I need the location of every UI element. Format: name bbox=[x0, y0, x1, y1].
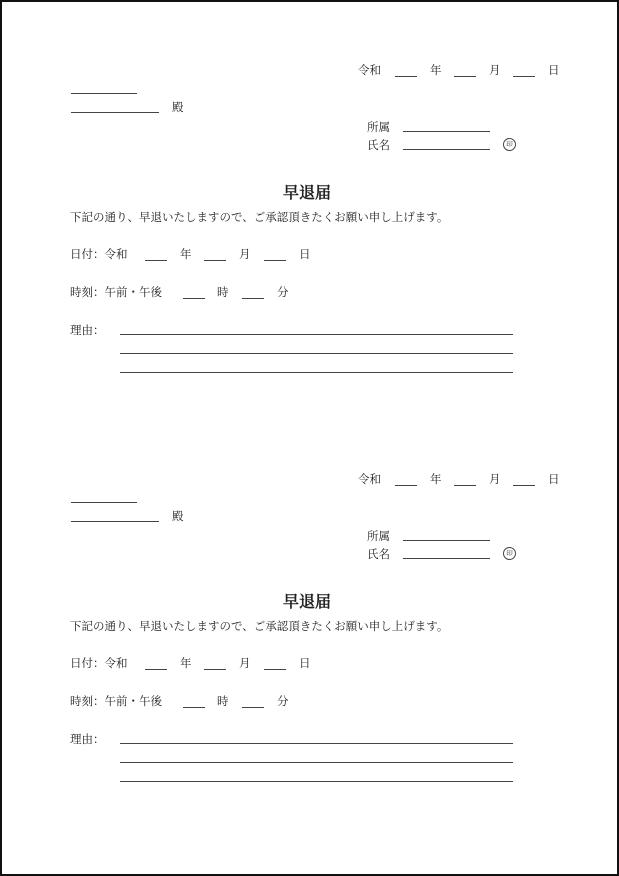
early-leave-form-2 bbox=[2, 411, 617, 820]
time-row-label: 時刻：午前・午後 bbox=[70, 694, 162, 708]
leave-year-label: 年 bbox=[180, 656, 192, 670]
addressee-suffix: 殿 bbox=[172, 509, 184, 523]
minute-blank[interactable] bbox=[242, 707, 264, 708]
seal-icon: 印 bbox=[503, 547, 516, 560]
reason-line[interactable] bbox=[120, 353, 513, 354]
date-era: 令和 bbox=[358, 63, 381, 77]
leave-day-blank[interactable] bbox=[264, 669, 286, 670]
form-title: 早退届 bbox=[283, 183, 332, 202]
affiliation-blank[interactable] bbox=[403, 540, 490, 541]
date-row-label: 日付：令和 bbox=[70, 656, 128, 670]
hour-label: 時 bbox=[217, 694, 229, 708]
early-leave-form-1 bbox=[2, 2, 617, 411]
leave-year-blank[interactable] bbox=[145, 669, 167, 670]
leave-month-blank[interactable] bbox=[204, 669, 226, 670]
reason-label: 理由： bbox=[70, 732, 105, 746]
addressee-blank[interactable] bbox=[71, 112, 159, 113]
minute-blank[interactable] bbox=[242, 298, 264, 299]
reason-line[interactable] bbox=[120, 372, 513, 373]
month-blank[interactable] bbox=[454, 76, 476, 77]
year-blank[interactable] bbox=[395, 485, 417, 486]
reason-line[interactable] bbox=[120, 334, 513, 335]
addressee-suffix: 殿 bbox=[172, 100, 184, 114]
name-label: 氏名 bbox=[367, 138, 390, 152]
minute-label: 分 bbox=[277, 285, 289, 299]
addressee-blank[interactable] bbox=[71, 521, 159, 522]
leave-year-label: 年 bbox=[180, 247, 192, 261]
department-blank[interactable] bbox=[71, 502, 137, 503]
request-text: 下記の通り、早退いたしますので、ご承認頂きたくお願い申し上げます。 bbox=[70, 619, 449, 633]
day-blank[interactable] bbox=[513, 76, 535, 77]
affiliation-label: 所属 bbox=[367, 529, 390, 543]
leave-day-label: 日 bbox=[299, 656, 311, 670]
date-year-label: 年 bbox=[430, 472, 442, 486]
request-text: 下記の通り、早退いたしますので、ご承認頂きたくお願い申し上げます。 bbox=[70, 210, 449, 224]
leave-year-blank[interactable] bbox=[145, 260, 167, 261]
form-title: 早退届 bbox=[283, 592, 332, 611]
reason-label: 理由： bbox=[70, 323, 105, 337]
name-blank[interactable] bbox=[403, 149, 490, 150]
reason-line[interactable] bbox=[120, 743, 513, 744]
leave-day-blank[interactable] bbox=[264, 260, 286, 261]
leave-month-label: 月 bbox=[239, 247, 251, 261]
date-era: 令和 bbox=[358, 472, 381, 486]
department-blank[interactable] bbox=[71, 93, 137, 94]
date-day-label: 日 bbox=[548, 63, 560, 77]
leave-month-blank[interactable] bbox=[204, 260, 226, 261]
date-month-label: 月 bbox=[489, 472, 501, 486]
affiliation-label: 所属 bbox=[367, 120, 390, 134]
year-blank[interactable] bbox=[395, 76, 417, 77]
hour-label: 時 bbox=[217, 285, 229, 299]
reason-line[interactable] bbox=[120, 762, 513, 763]
affiliation-blank[interactable] bbox=[403, 131, 490, 132]
minute-label: 分 bbox=[277, 694, 289, 708]
date-year-label: 年 bbox=[430, 63, 442, 77]
day-blank[interactable] bbox=[513, 485, 535, 486]
leave-month-label: 月 bbox=[239, 656, 251, 670]
hour-blank[interactable] bbox=[183, 298, 205, 299]
name-blank[interactable] bbox=[403, 558, 490, 559]
leave-day-label: 日 bbox=[299, 247, 311, 261]
reason-line[interactable] bbox=[120, 781, 513, 782]
month-blank[interactable] bbox=[454, 485, 476, 486]
hour-blank[interactable] bbox=[183, 707, 205, 708]
time-row-label: 時刻：午前・午後 bbox=[70, 285, 162, 299]
seal-icon: 印 bbox=[503, 138, 516, 151]
name-label: 氏名 bbox=[367, 547, 390, 561]
date-day-label: 日 bbox=[548, 472, 560, 486]
date-month-label: 月 bbox=[489, 63, 501, 77]
date-row-label: 日付：令和 bbox=[70, 247, 128, 261]
